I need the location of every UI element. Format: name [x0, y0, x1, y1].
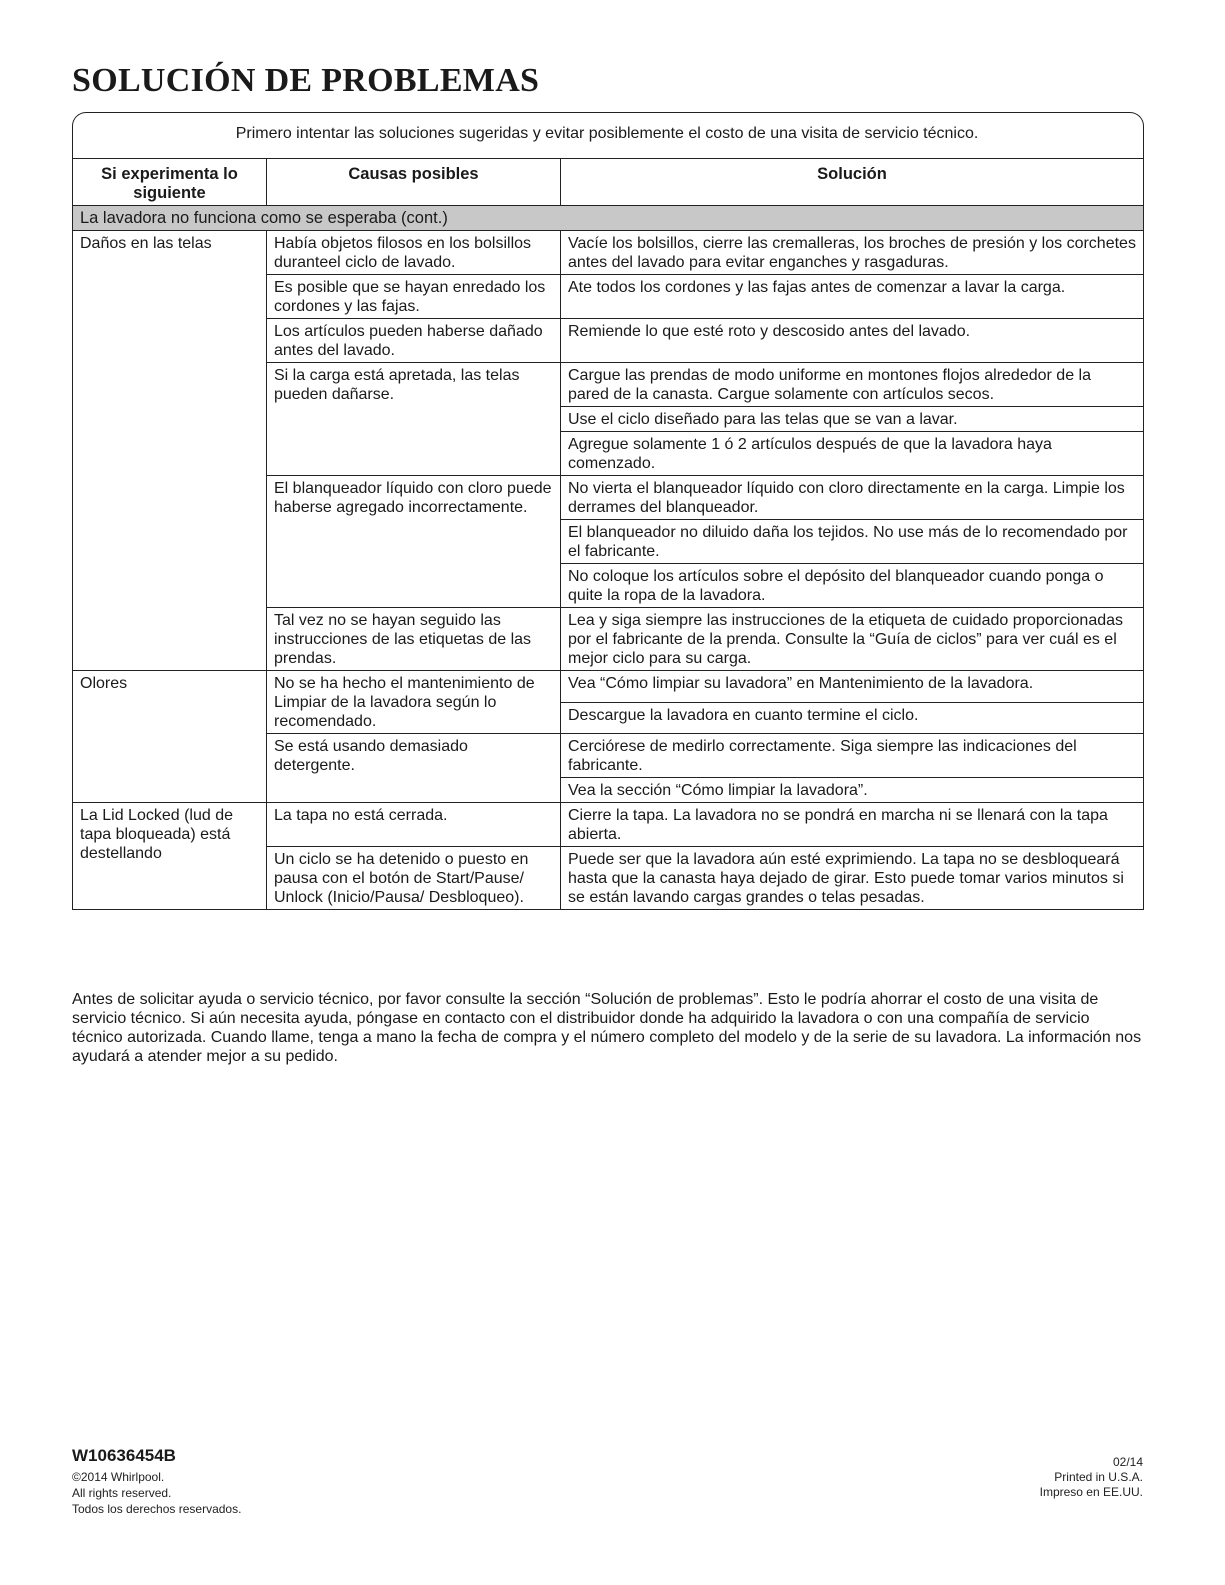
header-solution: Solución — [561, 159, 1144, 206]
cause-cell: Tal vez no se hayan seguido las instrucciones de las etiquetas de las prendas. — [267, 608, 561, 671]
rights-es: Todos los derechos reservados. — [72, 1502, 242, 1516]
cause-cell: Se está usando demasiado detergente. — [267, 734, 561, 803]
solution-cell: El blanqueador no diluido daña los tejidos. No use más de lo recomendado por el fabricante. — [561, 520, 1144, 564]
section-row — [73, 206, 1144, 231]
solution-cell: Vea la sección “Cómo limpiar la lavadora”. — [561, 778, 1144, 803]
cause-cell: Si la carga está apretada, las telas pueden dañarse. — [267, 363, 561, 476]
solution-cell: Puede ser que la lavadora aún esté exprimiendo. La tapa no se desbloqueará hasta que la canasta haya dejado de girar. Esto puede tomar varios minutos si se están lavando cargas grandes o telas pesadas. — [561, 847, 1144, 910]
solution-cell: Vea “Cómo limpiar su lavadora” en Mantenimiento de la lavadora. — [561, 671, 1144, 703]
model-number: W10636454B — [72, 1446, 176, 1465]
printed-en: Printed in U.S.A. — [1054, 1470, 1143, 1484]
page-title: SOLUCIÓN DE PROBLEMAS — [72, 62, 540, 99]
cause-cell: Había objetos filosos en los bolsillos duranteel ciclo de lavado. — [267, 231, 561, 275]
solution-cell: Agregue solamente 1 ó 2 artículos después de que la lavadora haya comenzado. — [561, 432, 1144, 476]
symptom-cell: Daños en las telas — [73, 231, 267, 671]
footer-left — [72, 1469, 241, 1517]
solution-cell: Use el ciclo diseñado para las telas que se van a lavar. — [561, 407, 1144, 432]
section-title: La lavadora no funciona como se esperaba (cont.) — [73, 206, 1144, 231]
cause-cell: La tapa no está cerrada. — [267, 803, 561, 847]
cause-cell: Es posible que se hayan enredado los cordones y las fajas. — [267, 275, 561, 319]
symptom-cell: La Lid Locked (lud de tapa bloqueada) está destellando — [73, 803, 267, 910]
table-header-row — [73, 159, 1144, 206]
troubleshooting-table — [72, 158, 1144, 910]
intro-text: Primero intentar las soluciones sugeridas y evitar posiblemente el costo de una visita de servicio técnico. — [235, 125, 979, 142]
solution-cell: Cargue las prendas de modo uniforme en montones flojos alrededor de la pared de la canasta. Cargue solamente con artículos secos. — [561, 363, 1144, 407]
copyright: ©2014 Whirlpool. — [72, 1470, 165, 1484]
cause-cell: No se ha hecho el mantenimiento de Limpiar de la lavadora según lo recomendado. — [267, 671, 561, 734]
solution-cell: Vacíe los bolsillos, cierre las cremalleras, los broches de presión y los corchetes antes del lavado para evitar enganches y rasgaduras. — [561, 231, 1144, 275]
service-note: Antes de solicitar ayuda o servicio técnico, por favor consulte la sección “Solución de problemas”. Esto le podría ahorrar el costo de una visita de servicio técnico. Si aún necesita ayuda, póngase en contacto con el distribuidor donde ha adquirido la lavadora o con una compañía de servicio técnico autorizada. Cuando llame, tenga a mano la fecha de compra y el número completo del modelo y de la serie de su lavadora. La información nos ayudará a atender mejor a su pedido. — [72, 991, 1142, 1065]
solution-cell: No coloque los artículos sobre el depósito del blanqueador cuando ponga o quite la ropa de la lavadora. — [561, 564, 1144, 608]
solution-cell: Descargue la lavadora en cuanto termine el ciclo. — [561, 702, 1144, 734]
solution-cell: Cierre la tapa. La lavadora no se pondrá en marcha ni se llenará con la tapa abierta. — [561, 803, 1144, 847]
solution-cell: No vierta el blanqueador líquido con cloro directamente en la carga. Limpie los derrames del blanqueador. — [561, 476, 1144, 520]
table-row — [73, 671, 1144, 703]
solution-cell: Cerciórese de medirlo correctamente. Siga siempre las indicaciones del fabricante. — [561, 734, 1144, 778]
table-row — [73, 231, 1144, 275]
rights-en: All rights reserved. — [72, 1486, 172, 1500]
symptom-cell: Olores — [73, 671, 267, 803]
solution-cell: Lea y siga siempre las instrucciones de la etiqueta de cuidado proporcionadas por el fabricante de la prenda. Consulte la “Guía de ciclos” para ver cuál es el mejor ciclo para su carga. — [561, 608, 1144, 671]
table-row — [73, 803, 1144, 847]
cause-cell: Un ciclo se ha detenido o puesto en pausa con el botón de Start/Pause/ Unlock (Inicio/Pausa/ Desbloqueo). — [267, 847, 561, 910]
solution-cell: Ate todos los cordones y las fajas antes de comenzar a lavar la carga. — [561, 275, 1144, 319]
cause-cell: Los artículos pueden haberse dañado antes del lavado. — [267, 319, 561, 363]
solution-cell: Remiende lo que esté roto y descosido antes del lavado. — [561, 319, 1144, 363]
footer-right — [1040, 1455, 1143, 1500]
print-date: 02/14 — [1112, 1455, 1143, 1469]
printed-es: Impreso en EE.UU. — [1039, 1485, 1143, 1499]
header-symptom: Si experimenta lo siguiente — [73, 159, 267, 206]
cause-cell: El blanqueador líquido con cloro puede haberse agregado incorrectamente. — [267, 476, 561, 608]
header-causes: Causas posibles — [267, 159, 561, 206]
